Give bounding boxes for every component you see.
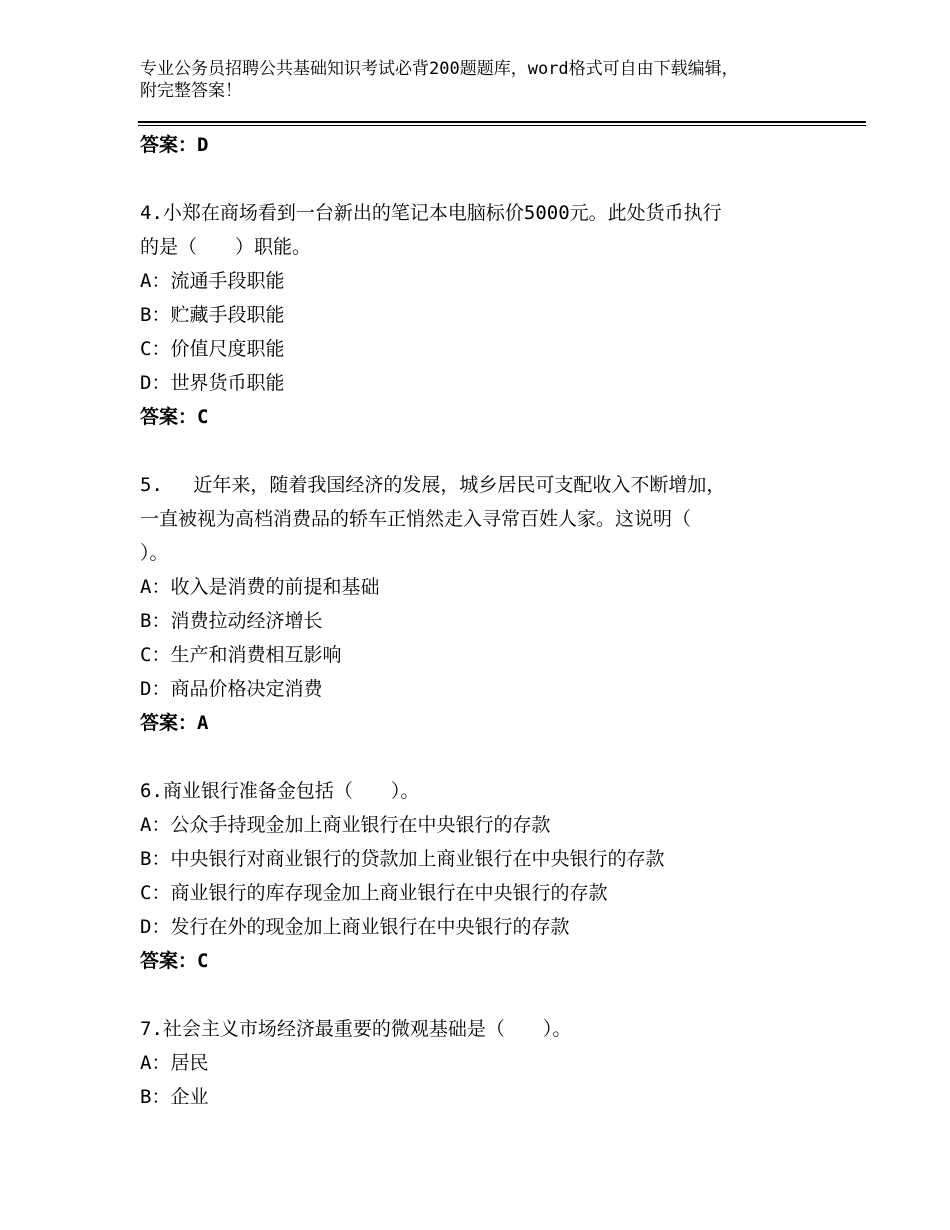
question-6 <box>140 774 820 978</box>
question-4 <box>140 196 820 434</box>
prev-answer: 答案：D <box>140 134 209 156</box>
question-content <box>140 128 820 1114</box>
question-stem: 5. 近年来，随着我国经济的发展，城乡居民可支配收入不断增加， <box>140 474 726 496</box>
option-a: A：收入是消费的前提和基础 <box>140 576 380 598</box>
question-5 <box>140 468 820 740</box>
answer: 答案：C <box>140 406 209 428</box>
answer: 答案：A <box>140 712 209 734</box>
option-a: A：公众手持现金加上商业银行在中央银行的存款 <box>140 814 551 836</box>
option-a: A：流通手段职能 <box>140 270 285 292</box>
option-d: D：发行在外的现金加上商业银行在中央银行的存款 <box>140 916 570 938</box>
option-b: B：中央银行对商业银行的贷款加上商业银行在中央银行的存款 <box>140 848 665 870</box>
option-b: B：贮藏手段职能 <box>140 304 285 326</box>
header-line-2: 附完整答案！ <box>140 81 242 101</box>
spacer <box>140 978 820 1012</box>
question-stem: 6.商业银行准备金包括（ ）。 <box>140 780 420 802</box>
header-rule-thin <box>138 125 866 126</box>
spacer <box>140 434 820 468</box>
option-d: D：商品价格决定消费 <box>140 678 323 700</box>
question-stem: 一直被视为高档消费品的轿车正悄然走入寻常百姓人家。这说明（ <box>140 508 692 530</box>
option-b: B：企业 <box>140 1086 209 1108</box>
option-b: B：消费拉动经济增长 <box>140 610 323 632</box>
question-stem: ）。 <box>140 542 169 564</box>
page-header <box>140 58 820 102</box>
question-7 <box>140 1012 820 1114</box>
option-c: C：商业银行的库存现金加上商业银行在中央银行的存款 <box>140 882 608 904</box>
question-stem: 7.社会主义市场经济最重要的微观基础是（ ）。 <box>140 1018 572 1040</box>
header-rule-thick <box>138 121 866 123</box>
option-d: D：世界货币职能 <box>140 372 285 394</box>
option-c: C：生产和消费相互影响 <box>140 644 342 666</box>
answer: 答案：C <box>140 950 209 972</box>
question-stem: 4.小郑在商场看到一台新出的笔记本电脑标价5000元。此处货币执行 <box>140 202 722 224</box>
spacer <box>140 162 820 196</box>
header-line-1: 专业公务员招聘公共基础知识考试必背200题题库，word格式可自由下载编辑， <box>140 59 739 79</box>
question-stem: 的是（ ）职能。 <box>140 236 312 258</box>
option-a: A：居民 <box>140 1052 209 1074</box>
spacer <box>140 740 820 774</box>
option-c: C：价值尺度职能 <box>140 338 285 360</box>
